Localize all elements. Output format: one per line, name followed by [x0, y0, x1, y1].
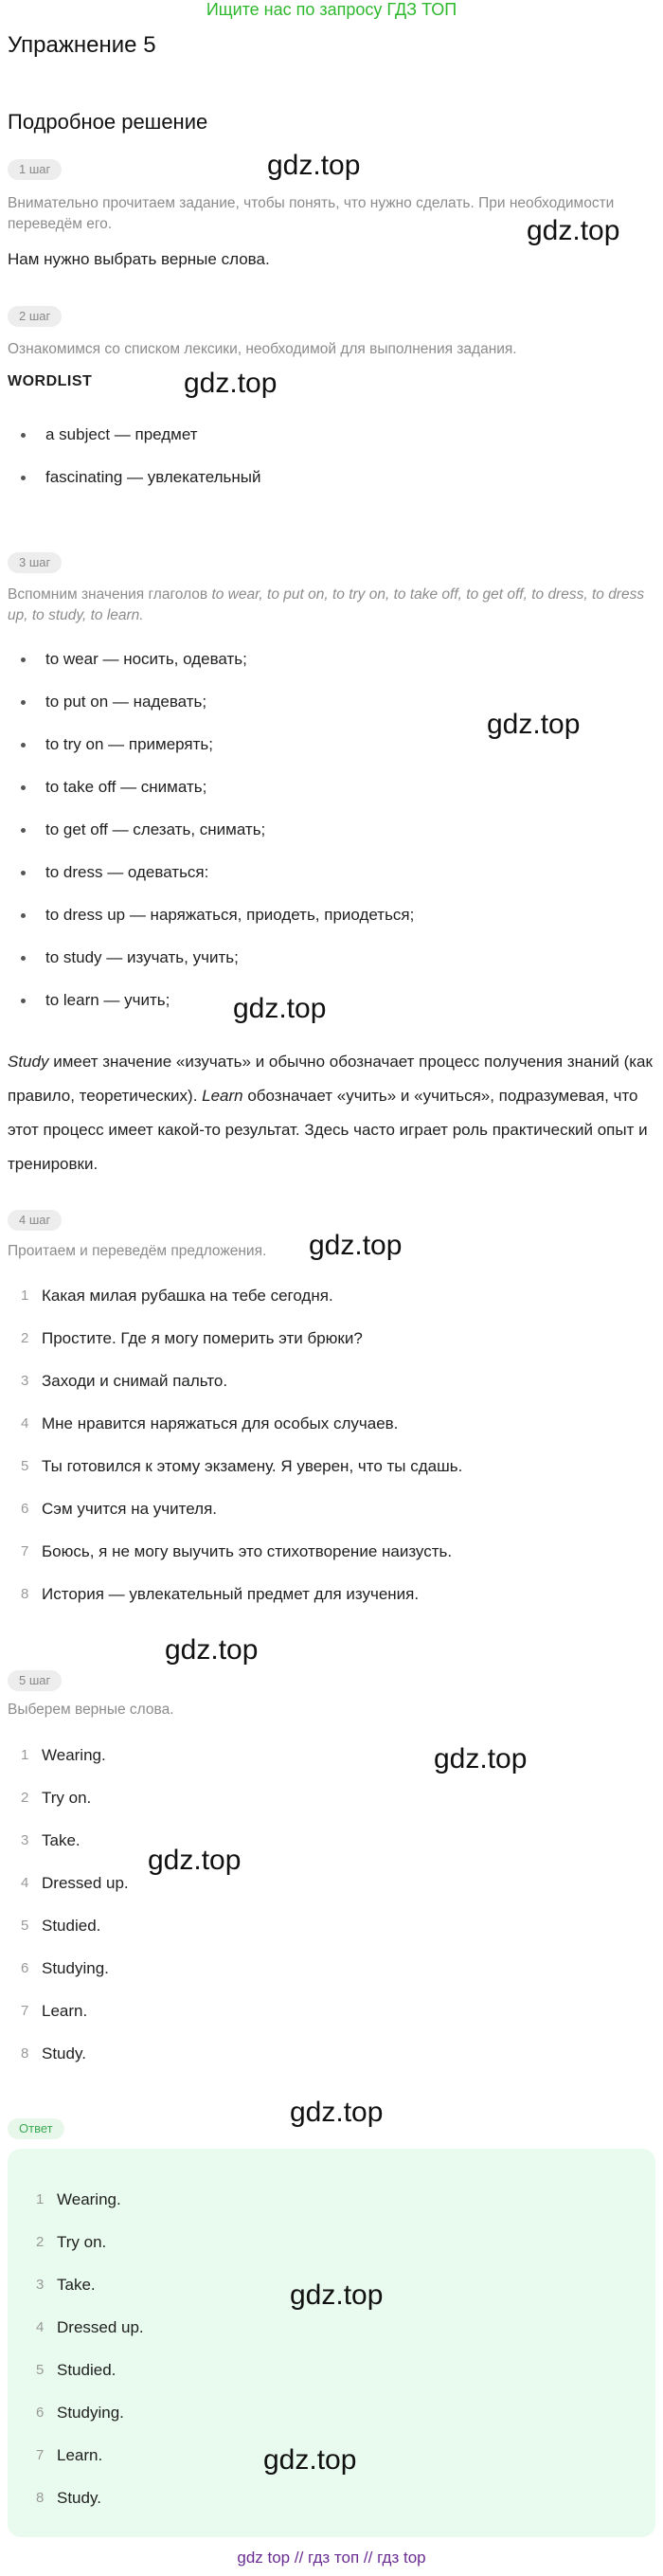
footer-separator: //: [363, 2549, 373, 2567]
list-item: to dress — одеваться:: [0, 861, 414, 904]
step-3-explanation: Study имеет значение «изучать» и обычно обозначает процесс получения знаний (как правило, теоретических). Learn обозначает «учить» и «учиться», подразумевая, что этот процесс имеет какой-то результат. Здесь часто играет роль практический опыт и тренировки.: [8, 1053, 653, 1173]
watermark: gdz.top: [527, 215, 620, 246]
list-item: 6 Studying.: [21, 1959, 109, 1977]
list-item: to learn — учить;: [0, 989, 414, 1032]
watermark: gdz.top: [487, 709, 581, 740]
list-item: 1 Какая милая рубашка на тебе сегодня.: [21, 1287, 333, 1305]
step-2-badge: 2 шаг: [8, 306, 62, 327]
list-item: 2 Try on.: [21, 1789, 92, 1807]
step-1-text: Нам нужно выбрать верные слова.: [8, 250, 270, 268]
list-item: to wear — носить, одевать;: [0, 648, 414, 691]
exercise-title: Упражнение 5: [8, 32, 156, 58]
bullet-icon: [21, 476, 26, 480]
footer-link-gdz-top[interactable]: gdz top: [237, 2549, 291, 2567]
solution-title: Подробное решение: [8, 110, 208, 134]
step-5-intro: Выберем верные слова.: [8, 1702, 174, 1718]
verbs-list: to wear, to put on, to try on, to take off, to get off, to dress, to dress up, to study, to learn.: [8, 586, 645, 623]
list-item: 5 Studied.: [21, 1917, 101, 1935]
watermark: gdz.top: [290, 2097, 384, 2128]
footer-links: [0, 2549, 663, 2567]
step-3-badge: 3 шаг: [8, 552, 62, 573]
list-item: 2 Простите. Где я могу померить эти брюки?: [21, 1329, 363, 1347]
step-4-badge: 4 шаг: [8, 1210, 62, 1231]
list-item: 8 Study.: [21, 2045, 86, 2063]
step-1-intro: Внимательно прочитаем задание, чтобы понять, что нужно сделать. При необходимости переведём его.: [8, 195, 615, 232]
list-item: to get off — слезать, снимать;: [0, 819, 414, 861]
step-5-badge: 5 шаг: [8, 1670, 62, 1691]
footer-link-gdz-top-mixed[interactable]: гдз top: [377, 2549, 426, 2567]
list-item: 8 Study.: [36, 2489, 101, 2507]
list-item: 4 Dressed up.: [21, 1874, 129, 1892]
list-item: 7 Learn.: [36, 2446, 103, 2464]
watermark: gdz.top: [184, 368, 278, 399]
list-item: to try on — примерять;: [0, 733, 414, 776]
step-4-intro: Проитаем и переведём предложения.: [8, 1243, 267, 1259]
list-item: to dress up — наряжаться, приодеть, приодеться;: [0, 904, 414, 946]
bullet-icon: [21, 700, 26, 705]
bullet-icon: [21, 785, 26, 790]
list-item: 4 Dressed up.: [36, 2318, 144, 2336]
answer-box: [8, 2149, 655, 2537]
answer-list: [15, 2189, 144, 2530]
step-1-badge: 1 шаг: [8, 159, 62, 180]
step-3-intro: Вспомним значения глаголов to wear, to put on, to try on, to take off, to get off, to dress, to dress up, to study, to learn.: [8, 586, 645, 623]
list-item: 5 Ты готовился к этому экзамену. Я уверен, что ты сдашь.: [21, 1457, 463, 1475]
list-item: 3 Take.: [21, 1831, 81, 1849]
footer-link-gdz-top-ru[interactable]: гдз топ: [308, 2549, 360, 2567]
list-item: a subject — предмет: [0, 423, 261, 466]
step-2-intro: Ознакомимся со списком лексики, необходимой для выполнения задания.: [8, 341, 517, 357]
answer-badge: Ответ: [8, 2118, 64, 2139]
list-item: 3 Take.: [36, 2276, 96, 2294]
watermark: gdz.top: [263, 2444, 357, 2476]
bullet-icon: [21, 433, 26, 438]
bullet-icon: [21, 658, 26, 662]
top-banner: Ищите нас по запросу ГДЗ ТОП: [206, 0, 457, 19]
list-item: 3 Заходи и снимай пальто.: [21, 1372, 228, 1390]
list-item: 4 Мне нравится наряжаться для особых случаев.: [21, 1414, 399, 1432]
list-item: 2 Try on.: [36, 2233, 107, 2251]
list-item: 8 История — увлекательный предмет для изучения.: [21, 1585, 420, 1603]
list-item: to take off — снимать;: [0, 776, 414, 819]
list-item: 6 Сэм учится на учителя.: [21, 1500, 217, 1518]
list-item: 7 Learn.: [21, 2002, 88, 2020]
bullet-icon: [21, 743, 26, 748]
list-item: 6 Studying.: [36, 2404, 124, 2422]
list-item: to study — изучать, учить;: [0, 946, 414, 989]
watermark: gdz.top: [148, 1845, 242, 1876]
list-item: 5 Studied.: [36, 2361, 116, 2379]
watermark: gdz.top: [290, 2279, 384, 2311]
watermark: gdz.top: [267, 150, 361, 181]
chosen-words-list: [0, 1744, 129, 2085]
footer-separator: //: [294, 2549, 304, 2567]
verb-list: [0, 648, 414, 1032]
watermark: gdz.top: [309, 1230, 403, 1261]
translation-list: [0, 1285, 462, 1626]
wordlist-heading: WORDLIST: [8, 373, 93, 389]
list-item: 1 Wearing.: [36, 2190, 121, 2208]
list-item: to put on — надевать;: [0, 691, 414, 733]
bullet-icon: [21, 956, 26, 961]
bullet-icon: [21, 871, 26, 875]
watermark: gdz.top: [434, 1743, 528, 1774]
wordlist: [0, 423, 261, 509]
bullet-icon: [21, 913, 26, 918]
list-item: fascinating — увлекательный: [0, 466, 261, 509]
list-item: 1 Wearing.: [21, 1746, 106, 1764]
list-item: 7 Боюсь, я не могу выучить это стихотворение наизусть.: [21, 1542, 453, 1560]
watermark: gdz.top: [165, 1634, 259, 1666]
watermark: gdz.top: [233, 993, 327, 1024]
bullet-icon: [21, 828, 26, 833]
bullet-icon: [21, 999, 26, 1003]
